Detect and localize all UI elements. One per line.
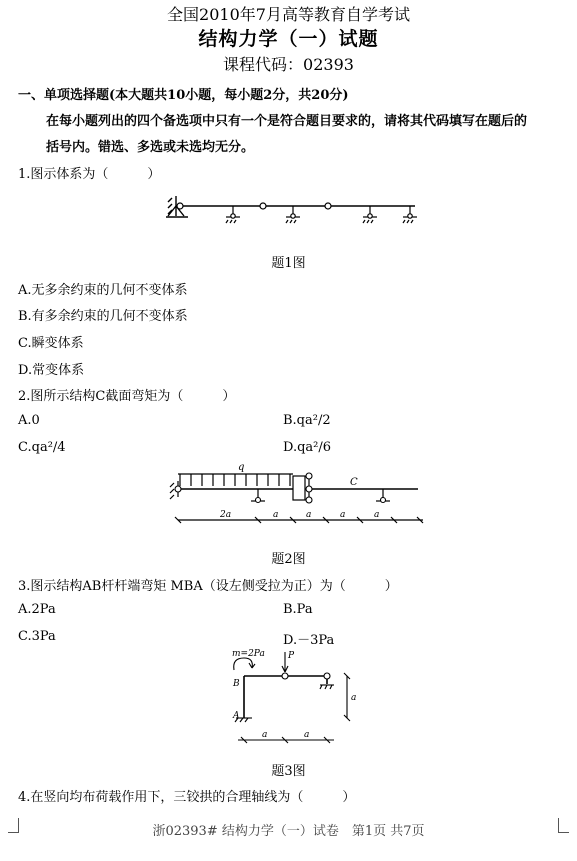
- course-code: 课程代码：02393: [223, 55, 354, 74]
- q2-dim-5: a: [374, 510, 380, 520]
- q2-option-d: D.qa²/6: [283, 440, 332, 455]
- section-heading: 一、单项选择题(本大题共10小题，每小题2分，共20分): [18, 88, 349, 103]
- q2-stem: 2.图所示结构C截面弯矩为（ ）: [18, 389, 236, 404]
- q3-force-label: P: [288, 651, 295, 661]
- q3-option-c: C.3Pa: [18, 629, 56, 644]
- q3-dim-1: a: [262, 730, 268, 740]
- q3-dim-2: a: [304, 730, 310, 740]
- q4-stem: 4.在竖向均布荷载作用下，三铰拱的合理轴线为（ ）: [18, 790, 356, 805]
- q1-option-d: D.常变体系: [18, 363, 85, 378]
- q1-option-c: C.瞬变体系: [18, 336, 84, 351]
- q2-caption: 题2图: [271, 552, 306, 567]
- q3-figure: [222, 648, 372, 748]
- instructions-line2: 括号内。错选、多选或未选均无分。: [46, 140, 255, 155]
- q3-option-a: A.2Pa: [18, 602, 56, 617]
- q2-option-c: C.qa²/4: [18, 440, 66, 455]
- q2-figure: [158, 460, 428, 530]
- q2-dim-3: a: [306, 510, 312, 520]
- q2-dim-2: a: [273, 510, 279, 520]
- q3-stem: 3.图示结构AB杆杆端弯矩 MBA（设左侧受拉为正）为（ ）: [18, 579, 398, 594]
- exam-title: 全国2010年7月高等教育自学考试: [167, 5, 410, 24]
- q1-stem: 1.图示体系为（ ）: [18, 167, 161, 182]
- q1-figure: [160, 192, 430, 232]
- q2-option-b: B.qa²/2: [283, 413, 331, 428]
- q1-option-b: B.有多余约束的几何不变体系: [18, 309, 188, 324]
- q3-moment-label: m=2Pa: [232, 649, 265, 659]
- instructions-line1: 在每小题列出的四个备选项中只有一个是符合题目要求的，请将其代码填写在题后的: [46, 114, 528, 129]
- q3-option-d: D.－3Pa: [283, 633, 335, 648]
- subject-title: 结构力学（一）试题: [198, 28, 379, 50]
- q2-point-c: C: [350, 477, 358, 488]
- q1-caption: 题1图: [271, 256, 306, 271]
- q1-option-a: A.无多余约束的几何不变体系: [18, 283, 188, 298]
- q3-height-label: a: [351, 693, 357, 703]
- q3-point-b: B: [233, 679, 240, 689]
- q2-dim-1: 2a: [220, 510, 232, 520]
- q3-option-b: B.Pa: [283, 602, 313, 617]
- q2-load-label: q: [238, 462, 245, 473]
- q3-point-a: A: [233, 711, 240, 721]
- q2-option-a: A.0: [18, 413, 40, 428]
- q3-caption: 题3图: [271, 764, 306, 779]
- page-footer: 浙02393# 结构力学（一）试卷 第1页 共7页: [152, 824, 425, 839]
- q2-dim-4: a: [340, 510, 346, 520]
